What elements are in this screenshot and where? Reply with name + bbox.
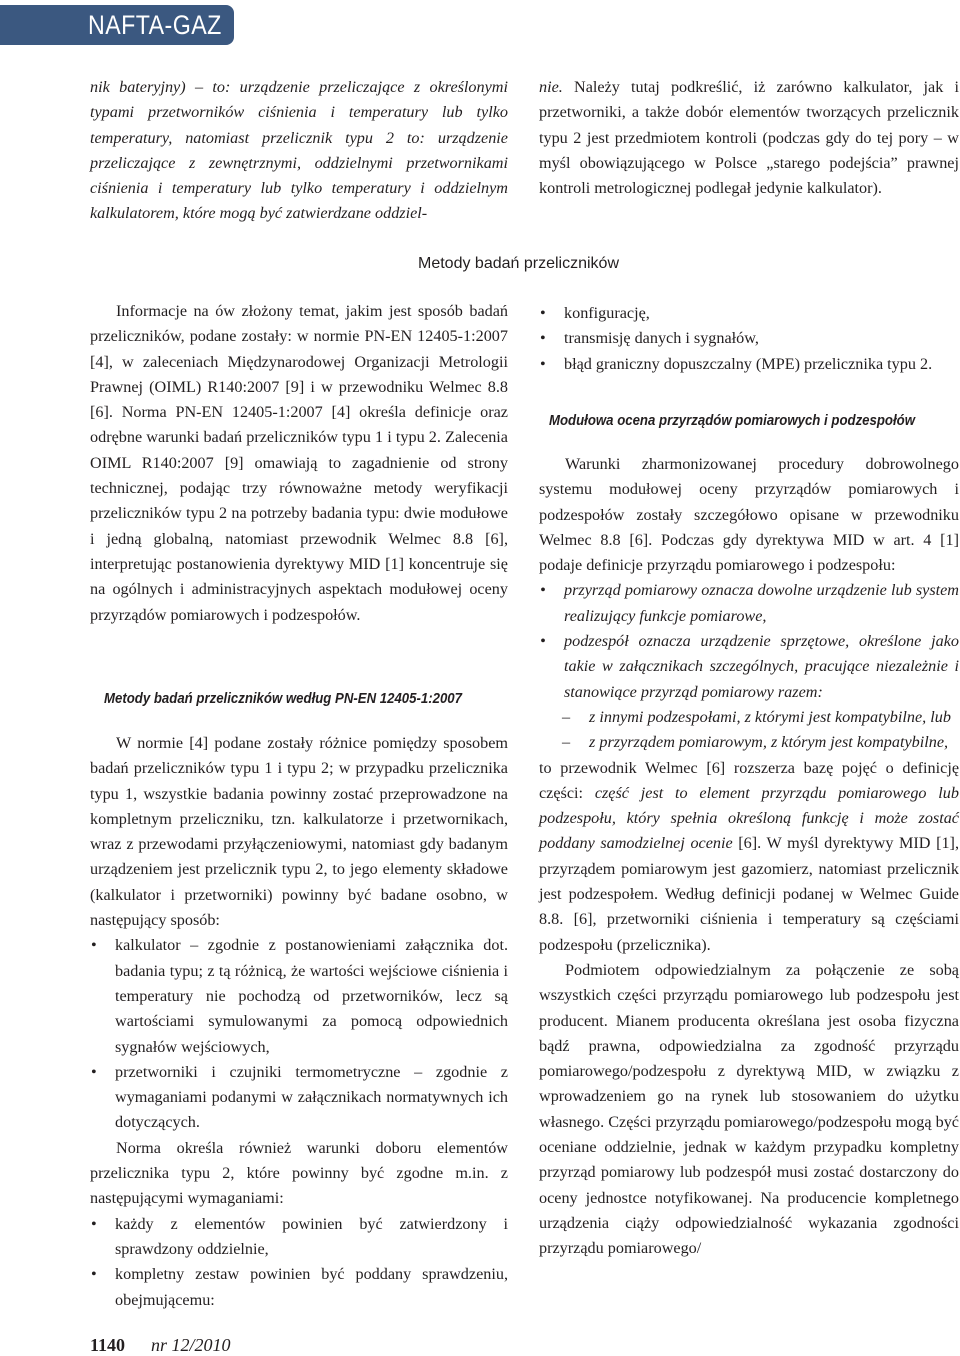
list-item: • konfigurację, [539, 301, 959, 326]
left-column-lower [90, 731, 508, 1313]
top-right-text-block [539, 75, 959, 201]
right-paragraph-2-start: to przewodnik Welmec [6] rozszerza bazę pojęć o definicję części: [539, 758, 959, 802]
right-column-top [539, 301, 959, 377]
definition-dash-list [539, 705, 959, 756]
list-item: • przetworniki i czujniki termometryczne – zgodnie z wymaganiami podanymi w załącznikach normatywnych ich dotyczących. [90, 1060, 508, 1136]
page-footer [90, 1335, 231, 1356]
top-right-italic: nie. [539, 78, 563, 96]
list-item: – z przyrządem pomiarowym, z którym jest kompatybilne, [539, 730, 959, 755]
left-column [90, 299, 508, 628]
top-right-paragraph [539, 75, 959, 201]
list-item: • błąd graniczny dopuszczalny (MPE) przelicznika typu 2. [539, 352, 959, 377]
definition-bullet-list [539, 578, 959, 704]
right-paragraph-2-end: [6]. W myśl dyrektywy MID [1], przyrządem pomiarowym jest gazomierz, natomiast przelicznik jest podzespołem. Według definicji podanej w Welmec Guide 8.8. [6], przetworniki ciśnienia i temperatury są częściami podzespołu (przelicznika). [539, 834, 959, 954]
left-paragraph-3: Norma określa również warunki doboru elementów przelicznika typu 2, które powinny być zgodne m.in. z następującymi wymaganiami: [90, 1138, 508, 1208]
list-item: • przyrząd pomiarowy oznacza dowolne urządzenie lub system realizujący funkcje pomiarowe, [539, 578, 959, 629]
right-paragraph-2 [539, 756, 959, 958]
top-right-text: Należy tutaj podkreślić, iż zarówno kalkulator, jak i przetworniki, a także dobór elementów tworzących przelicznik typu 2 jest przedmiotem kontroli (podczas gdy do tej pory – w myśl obowiązującego w Polsce „starego podejścia” prawnej kontroli metrologicznej podlegał jedynie kalkulator). [539, 78, 959, 198]
page-number: 1140 [90, 1335, 126, 1355]
left-intro-paragraph: Informacje na ów złożony temat, jakim jest sposób badań przeliczników, podane zostały: w normie PN-EN 12405-1:2007 [4], w zaleceniach Międzynarodowej Organizacji Metrologii Prawnej (OIML) R140:2007 [9] i w przewodniku Welmec 8.8 [6]. Norma PN-EN 12405-1:2007 [4] określa definicje oraz odrębne warunki badań przeliczników typu 1 i typu 2. Zalecenia OIML R140:2007 [9] omawiają to zagadnienie od strony technicznej, podając trzy równoważne metody weryfikacji przeliczników typu 2 na potrzeby badania typu: dwie modułowe i jedną globalną, natomiast przewodnik Welmec 8.8 [6], interpretując postanowienia dyrektywy MID [1] koncentruje się na ogólnych i administracyjnych aspektach modułowej oceny przyrządów pomiarowych i podzespołów. [90, 302, 508, 624]
list-item: • kalkulator – zgodnie z postanowieniami załącznika dot. badania typu; z tą różnicą, że wartości wejściowe ciśnienia i temperatury nie pochodzą od przetworników, lecz są wartościami symulowanymi za pomocą odpowiednich sygnałów wejściowych, [90, 933, 508, 1059]
issue-label: nr 12/2010 [151, 1335, 231, 1355]
top-left-text-block [90, 75, 508, 227]
journal-header-badge [0, 5, 234, 45]
list-item: • kompletny zestaw powinien być poddany sprawdzeniu, obejmującemu: [90, 1262, 508, 1313]
list-item: • każdy z elementów powinien być zatwierdzony i sprawdzony oddzielnie, [90, 1212, 508, 1263]
right-column-body [539, 452, 959, 1262]
section-title: Metody badań przeliczników [418, 255, 619, 272]
left-bullet-list-2 [90, 1212, 508, 1313]
right-subsection-title: Modułowa ocena przyrządów pomiarowych i podzespołów [549, 412, 915, 429]
top-left-paragraph: nik bateryjny) – to: urządzenie przeliczające z określonymi typami przetworników ciśnienia i temperatury lub tylko temperatury, natomiast przelicznik typu 2 to: urządzenie przeliczające z zewnętrznymi, oddzielnymi przetwornikami ciśnienia i temperatury lub tylko temperatury i oddzielnym kalkulatorem, które mogą być zatwierdzane oddziel- [90, 78, 508, 223]
left-subsection-title: Metody badań przeliczników według PN-EN 12405-1:2007 [104, 690, 462, 707]
list-item: – z innymi podzespołami, z którymi jest kompatybilne, lub [539, 705, 959, 730]
right-paragraph-3: Podmiotem odpowiedzialnym za połączenie ze sobą wszystkich części przyrządu pomiarowego lub podzespołu jest producent. Mianem producenta określana jest osoba fizyczna bądź prawna, odpowiedzialna za zgodność przyrządu pomiarowego/podzespołu z dyrektywą MID, w związku z wprowadzeniem go na rynek lub stosowaniem do użytku własnego. Części przyrządu pomiarowego/podzespołu mogą być oceniane oddzielnie, jednak w każdym przypadku kompletny przyrząd pomiarowy lub podzespół musi zostać dostarczony do oceny jednostce notyfikowanej. Na producencie kompletnego urządzenia ciąży odpowiedzialność wykazania zgodności przyrządu pomiarowego/ [539, 960, 959, 1258]
left-paragraph-2: W normie [4] podane zostały różnice pomiędzy sposobem badań przeliczników typu 1 i typu 2; w przypadku przelicznika typu 1, wszystkie badania powinny zostać przeprowadzone na kompletnym przeliczniku, tzn. kalkulatorze i przetwornikach, wraz z przewodami przyłączeniowymi, natomiast gdy badanym urządzeniem jest przelicznik typu 2, to jego elementy składowe (kalkulator i przetworniki) powinny być badane osobno, w następujący sposób: [90, 734, 508, 930]
list-item: • transmisję danych i sygnałów, [539, 326, 959, 351]
list-item: • podzespół oznacza urządzenie sprzętowe, określone jako takie w załącznikach szczególnych, pracujące niezależnie i stanowiące przyrząd pomiarowy razem: [539, 629, 959, 705]
left-bullet-list-1 [90, 933, 508, 1135]
right-paragraph-1: Warunki zharmonizowanej procedury dobrowolnego systemu modułowej oceny przyrządów pomiarowych i podzespołów zostały szczegółowo opisane w przewodniku Welmec 8.8 [6]. Podczas gdy dyrektywa MID w art. 4 [1] podaje definicje przyrządu pomiarowego i podzespołu: [539, 455, 959, 575]
part-definition-italic: część jest to element przyrządu pomiarowego lub podzespołu, który spełnia określoną funkcję i może zostać poddany samodzielnej ocenie [539, 783, 959, 853]
journal-title: NAFTA-GAZ [88, 9, 222, 40]
right-bullet-list [539, 301, 959, 377]
